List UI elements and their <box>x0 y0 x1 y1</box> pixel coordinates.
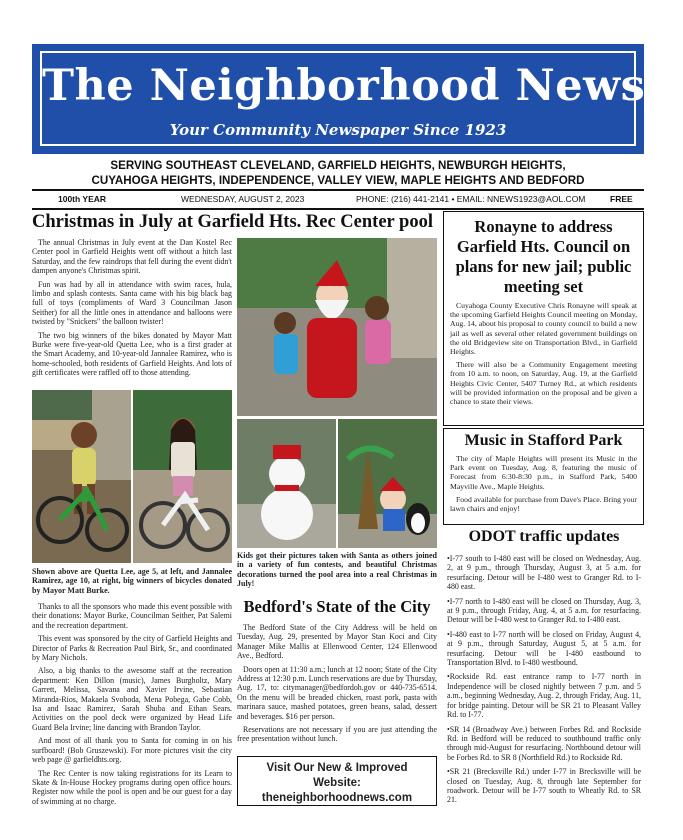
newspaper-title: The Neighborhood News <box>42 61 646 111</box>
christmas-paragraph: And most of all thank you to Santa for coming in on his surfboard! (Bob Gruszewski). For more pictures visit the city web page @ garfieldhts.org. <box>32 736 232 765</box>
contact-info: PHONE: (216) 441-2141 • EMAIL: NNEWS1923@AOL.COM <box>356 194 586 204</box>
music-headline: Music in Stafford Park <box>464 432 623 449</box>
christmas-paragraph: The two big winners of the bikes donated by Mayor Matt Burke were five-year-old Quetta Lee, who is a first grader at the Smart Academy, and 10-year-old Jannalee Ramirez, who is home-schooled, both residents of Garfield Heights. And lots of gift certificates were raffled off to those attending. <box>32 330 232 378</box>
bedford-paragraph: Doors open at 11:30 a.m.; lunch at 12 noon; State of the City Address at 12:30 p.m. Lunch reservations are due by Thursday, Aug. 17, to: citymanager@bedfordoh.gov or 440-735-6514. On the menu will be breaded chicken, roast pork, pasta with marinara sauce, mashed potatoes, green beans, salad, dessert and beverages. $16 per person. <box>237 664 437 721</box>
ronayne-paragraph: Cuyahoga County Executive Chris Ronayne will speak at the upcoming Garfield Heights Council meeting on Monday, Aug. 14, about his proposal to county council to build a new jail as well as several other related government buildings on the old Bridgeview site on Transportation Blvd., in Garfield Heights. <box>450 301 637 357</box>
photo-santa-art <box>237 238 437 416</box>
masthead-border <box>40 51 646 146</box>
newspaper-subtitle: Your Community Newspaper Since 1923 <box>169 121 507 139</box>
odot-item: •Rockside Rd. east entrance ramp to I-77 north in Independence will be closed nightly between 7 p.m. and 5 a.m., beginning Wednesday, Aug. 2, through Friday, Aug. 11, for bridge painting. Detour will be SR 21 to Pleasant Valley Rd. to I-77. <box>447 672 641 720</box>
website-promo[interactable] <box>237 756 437 806</box>
serving-line-1: SERVING SOUTHEAST CLEVELAND, GARFIELD HEIGHTS, NEWBURGH HEIGHTS, <box>110 159 566 172</box>
christmas-headline: Christmas in July at Garfield Hts. Rec Center pool <box>32 212 433 232</box>
bikes-caption-block <box>32 567 232 595</box>
bedford-paragraph: Reservations are not necessary if you are just attending the free presentation without lunch. <box>237 725 437 744</box>
christmas-paragraph: The Rec Center is now taking registrations for its Learn to Skate & In-House Hockey programs during open office hours. Register now while the pool is open and be our guest for a day of swimming at no charge. <box>32 768 232 806</box>
photo-inflatables <box>338 419 437 548</box>
bedford-headline: Bedford's State of the City <box>243 597 431 616</box>
bedford-article <box>237 597 437 748</box>
christmas-intro <box>32 238 232 382</box>
photo-jannalee-ramirez <box>133 390 232 563</box>
christmas-paragraph: The annual Christmas in July event at the Dan Kostel Rec Center pool in Garfield Heights went off without a hitch last Saturday, and the few raindrops that fell during the event didn't dampen anyone's Christmas spirit. <box>32 238 232 276</box>
odot-item: •I-77 north to I-480 east will be closed on Thursday, Aug. 3, at 9 p.m., through Friday, Aug. 4, at 5 a.m. for resurfacing. Detour will be I-480 west to Granger Rd. to I-480 east. <box>447 596 641 625</box>
odot-item: •SR 21 (Brecksville Rd.) under I-77 in Brecksville will be closed on Tuesday, Aug. 8, through late September for roadwork. Detour will be I-77 south to Wheatly Rd. to SR 21. <box>447 767 641 805</box>
odot-article <box>447 528 641 810</box>
photo-quetta-lee <box>32 390 131 563</box>
santa-caption-block <box>237 551 437 589</box>
santa-caption: Kids got their pictures taken with Santa as others joined in a variety of fun contests, and beautiful Christmas decorations turned the pool area into a real Christmas in July! <box>237 551 437 589</box>
serving-area <box>32 158 644 188</box>
ronayne-paragraph: There will also be a Community Engagement meeting from 10 a.m. to noon, on Saturday, Aug. 19, at the Garfield Heights Civic Center, 5407 Turney Rd., at which residents will be provided information on the proposal and be given a chance to state their views. <box>450 360 637 407</box>
website-promo-line-1: Visit Our New & Improved <box>266 762 408 774</box>
music-paragraph: The city of Maple Heights will present its Music in the Park event on Tuesday, Aug. 8, featuring the music of Forecast from 6:30-8:30 p.m., in Stafford Park, 5400 Mayville Ave., Maple Heights. <box>450 454 637 491</box>
christmas-continued <box>32 602 232 810</box>
photo-jannalee-ramirez-art <box>133 390 232 563</box>
odot-headline: ODOT traffic updates <box>468 528 620 545</box>
christmas-paragraph: Also, a big thanks to the awesome staff at the recreation department: Ken Dillon (music), James Burgholtz, Mary Garrett, Melissa, Savana and Xavier Irvine, Sebastian Miranda-Rios, Makaela Svoboda, Mena Pobega, Gabe Cobb, Isa and Isaac Ramirez, Sarah Shuba and Ethan Sears. Activities on the pool deck were organized by Head Life Guard Bela Irvine; line dancing with Brandon Taylor. <box>32 666 232 732</box>
photo-quetta-lee-art <box>32 390 131 563</box>
christmas-paragraph: Thanks to all the sponsors who made this event possible with their donations: Mayor Burke, Councilman Seither, Pat Salemi and the recreation department. <box>32 602 232 630</box>
christmas-paragraph: Fun was had by all in attendance with swim races, hula, limbo and splash contests. Santa came with his big black bag full of toys (compliments of Ward 3 Councilman Jason Seither) for all the little ones in attendance and balloons were twisted by "Snickers" the balloon twister! <box>32 279 232 327</box>
masthead <box>32 44 644 154</box>
photo-inflatables-art <box>338 419 437 548</box>
ronayne-article <box>443 211 644 426</box>
price: FREE <box>610 194 633 204</box>
odot-item: •SR 14 (Broadway Ave.) between Forbes Rd. and Rockside Rd. in Bedford will be reduced to southbound traffic only through mid-August for resurfacing. Northbound detour will be Forbes Rd. to SR 8 (Northfield Rd.) to Rockside Rd. <box>447 724 641 762</box>
odot-item: •I-480 east to I-77 north will be closed on Friday, August 4, at 9 p.m., through Saturday, August 5, at 5 a.m. for resurfacing. Detour will be I-480 eastbound to Transportation Blvd. to I-480 westbound. <box>447 629 641 668</box>
serving-line-2: CUYAHOGA HEIGHTS, INDEPENDENCE, VALLEY VIEW, MAPLE HEIGHTS AND BEDFORD <box>91 174 585 187</box>
bikes-caption: Shown above are Quetta Lee, age 5, at left, and Jannalee Ramirez, age 10, at right, big winners of bicycles donated by Mayor Matt Burke. <box>32 567 232 595</box>
website-promo-line-2: Website: <box>313 777 361 789</box>
odot-item: •I-77 south to I-480 east will be closed on Wednesday, Aug. 2, at 9 p.m., through Thursday, August 3, at 5 a.m. for resurfacing. Detour will be I-480 west to Granger Rd. to I-480 east. <box>447 554 641 592</box>
website-link[interactable]: theneighborhoodnews.com <box>261 792 413 804</box>
photo-snowman <box>237 419 336 548</box>
music-article <box>443 428 644 525</box>
info-bar <box>32 189 644 210</box>
music-paragraph: Food available for purchase from Dave's Place. Bring your lawn chairs and enjoy! <box>450 494 637 514</box>
christmas-paragraph: This event was sponsored by the city of Garfield Heights and Director of Parks & Recreation Paul Birk, Sr., and coordinated by Mary Nichols. <box>32 634 232 663</box>
photo-snowman-art <box>237 419 336 548</box>
photo-santa <box>237 238 437 416</box>
issue-date: WEDNESDAY, AUGUST 2, 2023 <box>181 194 305 204</box>
issue-year: 100th YEAR <box>58 194 107 204</box>
ronayne-headline: Ronayne to address Garfield Hts. Council on plans for new jail; public meeting set <box>455 217 632 296</box>
bedford-paragraph: The Bedford State of the City Address will be held on Tuesday, Aug. 29, presented by Mayor Stan Koci and City Manager Mike Mallis at Ellenwood Center, 124 Ellenwood Ave., Bedford. <box>237 623 437 661</box>
